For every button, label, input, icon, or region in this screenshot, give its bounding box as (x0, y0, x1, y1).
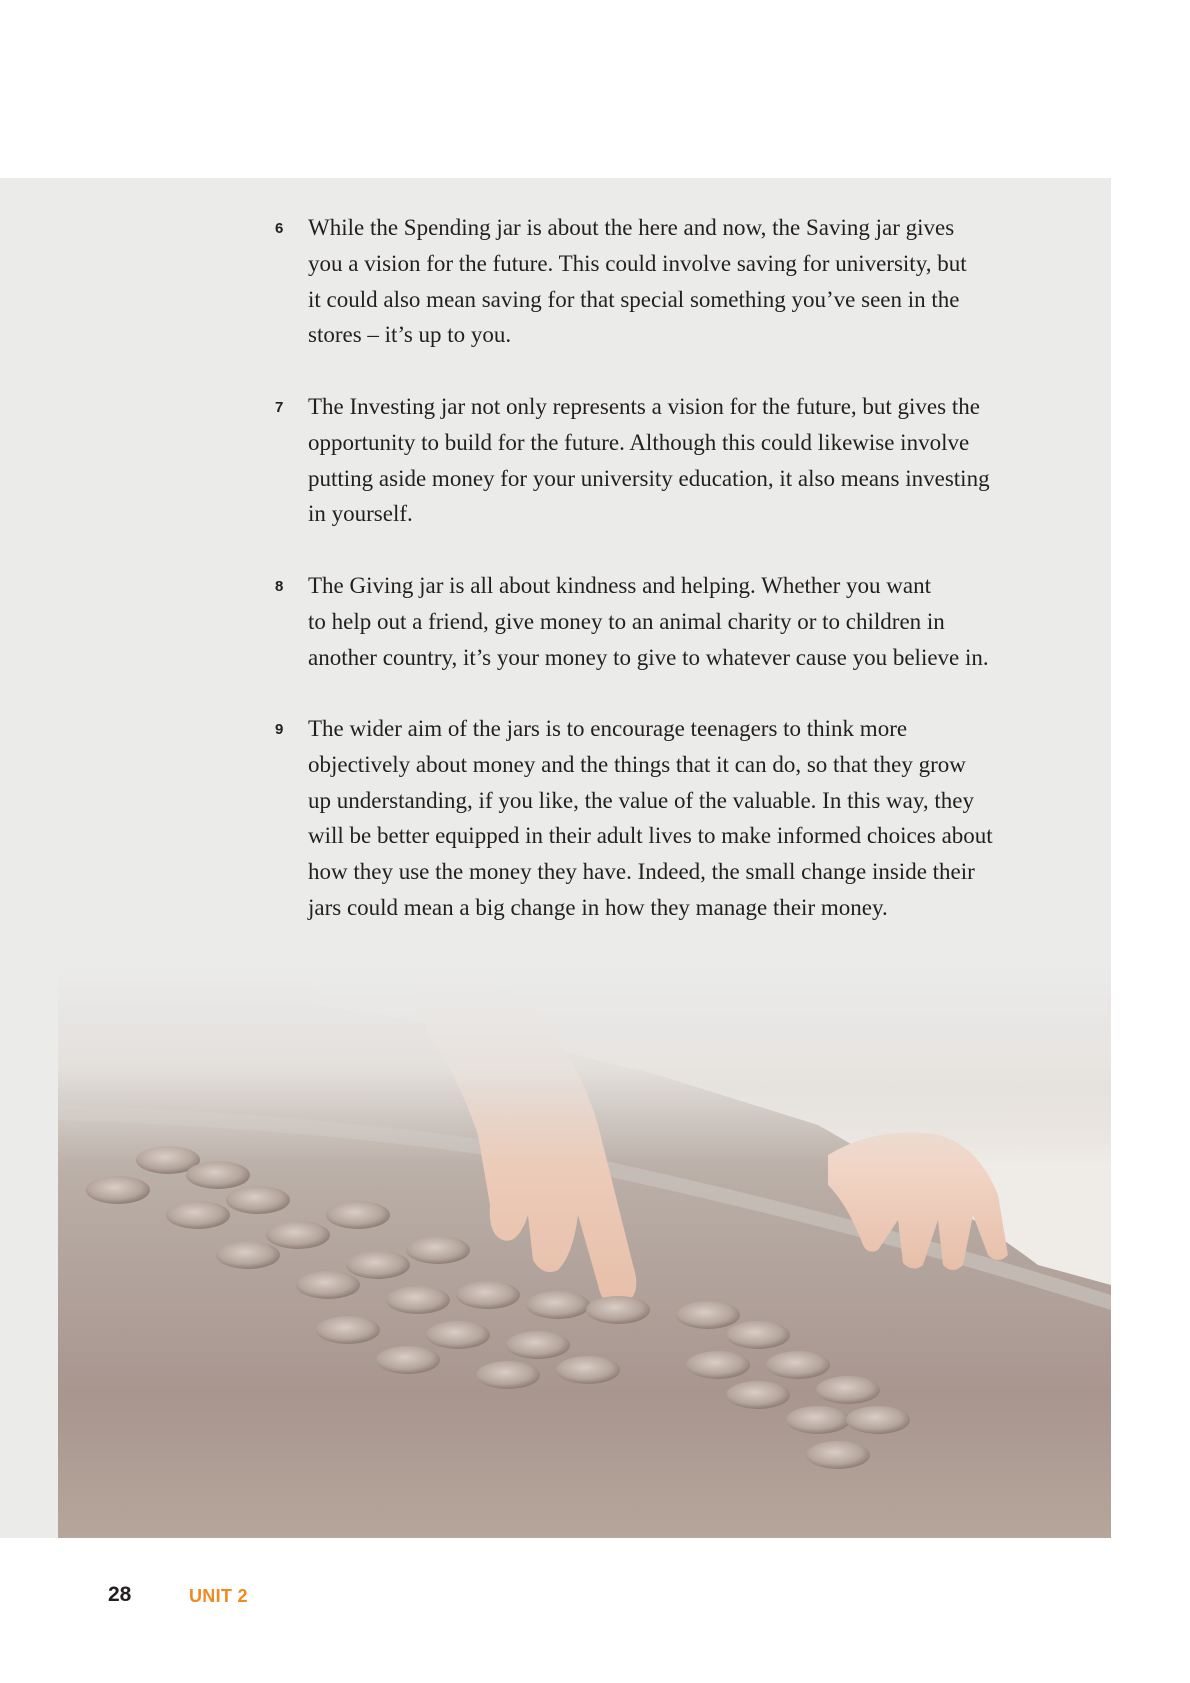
text-line: The wider aim of the jars is to encourage teenagers to think more (308, 716, 908, 741)
text-line: in yourself. (308, 501, 413, 527)
paragraph-7 (275, 389, 1088, 532)
paragraph-number: 6 (275, 220, 284, 237)
paragraph-8 (275, 568, 1088, 675)
text-line: you a vision for the future. This could involve saving for university, but (308, 250, 967, 276)
text-line: While the Spending jar is about the here and now, the Saving jar gives (308, 215, 955, 240)
paragraph-number: 7 (275, 399, 284, 416)
page-number: 28 (108, 1583, 132, 1606)
text-line: will be better equipped in their adult lives to make informed choices about (308, 823, 993, 849)
text-line: The Giving jar is all about kindness and helping. Whether you want (308, 573, 931, 598)
text-line: stores – it’s up to you. (308, 322, 512, 348)
text-line: opportunity to build for the future. Although this could likewise involve (308, 429, 970, 455)
paragraph-6 (275, 210, 1088, 353)
text-line: up understanding, if you like, the value of the valuable. In this way, they (308, 787, 974, 813)
text-line: it could also mean saving for that special something you’ve seen in the (308, 286, 960, 312)
coins-photo (58, 965, 1111, 1538)
unit-label: UNIT 2 (189, 1586, 248, 1606)
paragraph-number: 8 (275, 578, 284, 595)
text-line: another country, it’s your money to give to whatever cause you believe in. (308, 644, 989, 670)
text-line: objectively about money and the things that it can do, so that they grow (308, 751, 966, 777)
text-line: how they use the money they have. Indeed, the small change inside their (308, 859, 975, 885)
text-line: jars could mean a big change in how they manage their money. (308, 894, 888, 920)
photo-coins-hands-icon (58, 965, 1111, 1538)
paragraph-9 (275, 711, 1088, 926)
text-line: to help out a friend, give money to an animal charity or to children in (308, 608, 945, 634)
paragraph-number: 9 (275, 721, 284, 738)
text-line: putting aside money for your university education, it also means investing (308, 465, 990, 491)
text-line: The Investing jar not only represents a vision for the future, but gives the (308, 394, 980, 419)
